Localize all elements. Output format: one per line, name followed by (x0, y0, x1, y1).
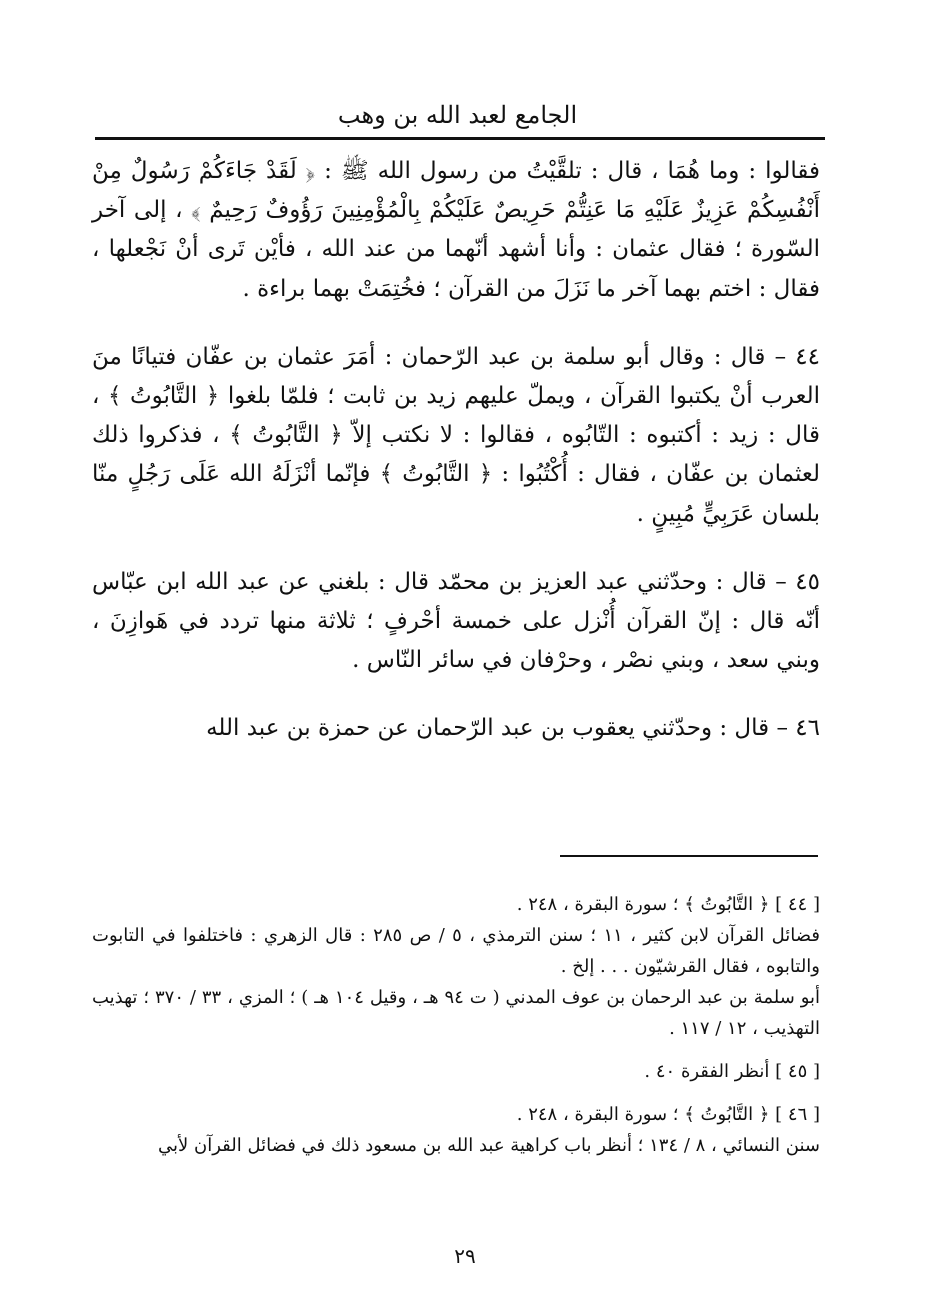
paragraph-45: ٤٥ – قال : وحدّثني عبد العزيز بن محمّد قال : بلغني عن عبد الله ابن عبّاس أنّه قال : إنّ القرآن أُنْزل على خمسة أحْرفٍ ؛ ثلاثة منها تردد في هَوازِنَ ، وبني سعد ، وبني نصْر ، وحرْفان في سائر النّاس . (92, 568, 820, 674)
running-title: الجامع لعبد الله بن وهب (337, 101, 578, 129)
footnote-44-text: فضائل القرآن لابن كثير ، ١١ ؛ سنن الترمذي ، ٥ / ص ٢٨٥ : قال الزهري : فاختلفوا في التابوت والتابوه ، فقال القرشيّون . . . إلخ . (92, 925, 820, 977)
footnote-rule (560, 855, 818, 857)
paragraph-44: ٤٤ – قال : وقال أبو سلمة بن عبد الرّحمان : أمَرَ عثمان بن عفّان فتيانًا منَ العرب أنْ يكتبوا القرآن ، ويملّ عليهم زيد بن ثابت ؛ فلمّا بلغوا ﴿ التَّابُوتُ ﴾ ، قال : زيد : أكتبوه : التّابُوه ، فقالوا : لا نكتب إلاّ ﴿ التَّابُوتُ ﴾ ، فذكروا ذلك لعثمان بن عفّان ، فقال : أُكْتُبُوا : ﴿ التَّابُوتُ ﴾ فإنّما أنْزَلَهُ الله عَلَى رَجُلٍ منّا بلسان عَرَبِيٍّ مُبِينٍ . (92, 343, 820, 527)
footnote-46-ref: [ ٤٦ ] ﴿ التَّابُوتُ ﴾ ؛ سورة البقرة ، ٢٤٨ . (516, 1104, 820, 1125)
footnote-46-text: سنن النسائي ، ٨ / ١٣٤ ؛ أنظر باب كراهية عبد الله بن مسعود ذلك في فضائل القرآن لأبي (158, 1135, 820, 1156)
footnote-44-ref: [ ٤٤ ] ﴿ التَّابُوتُ ﴾ ؛ سورة البقرة ، ٢٤٨ . (516, 894, 820, 915)
footnote-44-bio: أبو سلمة بن عبد الرحمان بن عوف المدني ( ت ٩٤ هـ ، وقيل ١٠٤ هـ ) ؛ المزي ، ٣٣ / ٣٧٠ ؛ تهذيب التهذيب ، ١٢ / ١١٧ . (92, 987, 821, 1039)
footnotes (92, 889, 820, 1161)
header-rule (95, 137, 825, 140)
page-number: ٢٩ (454, 1244, 476, 1268)
paragraph-continuation: فقالوا : وما هُمَا ، قال : تلقَّيْتُ من رسول الله ﷺ : ﴿ لَقَدْ جَاءَكُمْ رَسُولٌ مِنْ أَنْفُسِكُمْ عَزِيزٌ عَلَيْهِ مَا عَنِتُّمْ حَرِيصٌ عَلَيْكُمْ بِالْمُؤْمِنِينَ رَؤُوفٌ رَحِيمٌ ﴾ ، إلى آخر السّورة ؛ فقال عثمان : وأنا أشهد أنّهما من عند الله ، فأيْن تَرى أنْ نَجْعلها ، فقال : اختم بهما آخر ما نَزَلَ من القرآن ؛ فخُتِمَتْ بهما براءة . (92, 158, 820, 302)
paragraph-46: ٤٦ – قال : وحدّثني يعقوب بن عبد الرّحمان عن حمزة بن عبد الله (206, 715, 820, 742)
main-text (92, 152, 820, 749)
footnote-45: [ ٤٥ ] أنظر الفقرة ٤٠ . (644, 1061, 820, 1082)
